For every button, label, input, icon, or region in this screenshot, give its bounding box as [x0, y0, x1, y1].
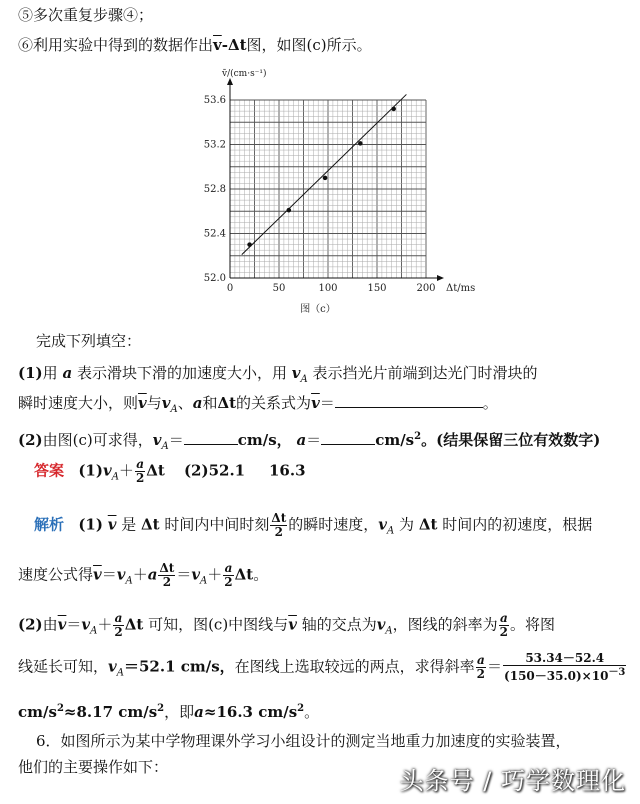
x-axis-arrow: [437, 275, 444, 281]
question-1-line-1: (1)用 a 表示滑块下滑的加速度大小，用 $v_A$ 表示挡光片前端到达光门时滑块的: [18, 364, 538, 385]
question-1-line-2: 瞬时速度大小，则$\overline{v}$与$v_A$、a和Δt的关系式为$\overline{v}=$ 。: [18, 394, 498, 415]
fraction-dt-over-2: $\frac{\Delta t}{2}$: [271, 511, 287, 539]
x-tick-label: 0: [226, 283, 234, 294]
y-tick-label: 52.4: [203, 228, 226, 240]
answer-blank-3[interactable]: [321, 430, 375, 445]
y-axis-arrow: [227, 78, 233, 85]
question-2: (2)由图(c)可求得，$v_A= cm/s$， $a= cm/s^2$。(结果保留三位有效数字): [18, 431, 601, 452]
y-tick-label: 53.6: [203, 95, 226, 106]
analysis-2-line-3: $cm/s^2\approx 8.17$ $cm/s^2$，即a≈16.3 $cm/s^2$。: [18, 703, 320, 721]
fraction-a-over-2: $\frac{a}{2}$: [114, 611, 123, 639]
v-bar: $\overline{v}$: [213, 36, 222, 54]
analysis-1-line-2: 速度公式得$\overline{v}=v_A+a$ $\frac{\Delta t}{2}$ $=v_A+$ $\frac{a}{2}$ Δt。: [18, 561, 269, 589]
fraction-a-over-2: $\frac{a}{2}$: [476, 653, 486, 681]
fill-title: 完成下列填空：: [36, 332, 142, 350]
data-point: [287, 208, 292, 213]
x-tick-label: 150: [367, 283, 387, 294]
question-6-line-1: 6．如图所示为某中学物理课外学习小组设计的测定当地重力加速度的实验装置，: [36, 732, 571, 750]
data-point: [323, 176, 328, 181]
data-point: [247, 242, 252, 247]
fraction-dt-over-2: $\frac{\Delta t}{2}$: [159, 561, 175, 589]
watermark: 头条号 / 巧学数理化: [399, 767, 626, 795]
analysis-2-line-2: 线延长可知，$v_A=52.1$ cm/s，在图线上选取较远的两点，求得斜率 $\frac{a}{2}$ ＝ $\frac{53.34-52.4}{(150-35.0)\times 10^{-3}}$: [18, 651, 626, 683]
analysis-2-line-1: (2)由$\overline{v}=v_A+$ $\frac{a}{2}$ Δt 可知，图(c)中图线与$\overline{v}$ 轴的交点为$v_A$，图线的斜率为 $\frac{a}{2}$ 。将图: [18, 611, 556, 639]
answer-tag: 答案: [34, 461, 65, 480]
fraction-a-over-2: $\frac{a}{2}$: [499, 611, 509, 639]
velocity-time-graph: [190, 66, 490, 322]
y-tick-label: 52.0: [203, 273, 226, 284]
data-point: [391, 107, 396, 112]
data-point: [358, 141, 363, 146]
fraction-a-over-2: $\frac{a}{2}$: [135, 457, 145, 485]
answer-line: 答案 $(1)v_A+$ $\frac{a}{2}$ Δt (2)52.1 16.3: [34, 457, 306, 485]
analysis-tag: 解析: [34, 515, 65, 534]
chart-caption: 图（c）: [300, 304, 336, 315]
answer-blank-2[interactable]: [184, 430, 238, 445]
x-tick-label: 100: [318, 283, 338, 294]
fraction-a-over-2: $\frac{a}{2}$: [224, 561, 233, 589]
step-5: ⑤多次重复步骤④；: [18, 6, 154, 24]
analysis-1-line-1: 解析 (1) $\overline{v}$ 是 Δt 时间内中间时刻 $\frac{\Delta t}{2}$ 的瞬时速度，$v_A$ 为 Δt 时间内的初速度，根据: [34, 511, 593, 539]
x-axis-label: Δt/ms: [446, 283, 476, 294]
y-tick-label: 52.8: [203, 184, 226, 195]
slope-fraction: $\frac{53.34-52.4}{(150-35.0)\times 10^{-3}}$: [504, 651, 626, 683]
y-axis-label: v̄/(cm·s⁻¹): [222, 69, 267, 79]
y-tick-label: 53.2: [203, 139, 226, 151]
x-tick-label: 200: [416, 283, 436, 294]
x-tick-label: 50: [272, 283, 286, 294]
question-6-line-2: 他们的主要操作如下：: [18, 758, 169, 776]
step-6: ⑥利用实验中得到的数据作出$\overline{v}-\Delta t$图，如图(c)所示。: [18, 36, 372, 54]
answer-blank-1[interactable]: [335, 393, 483, 408]
